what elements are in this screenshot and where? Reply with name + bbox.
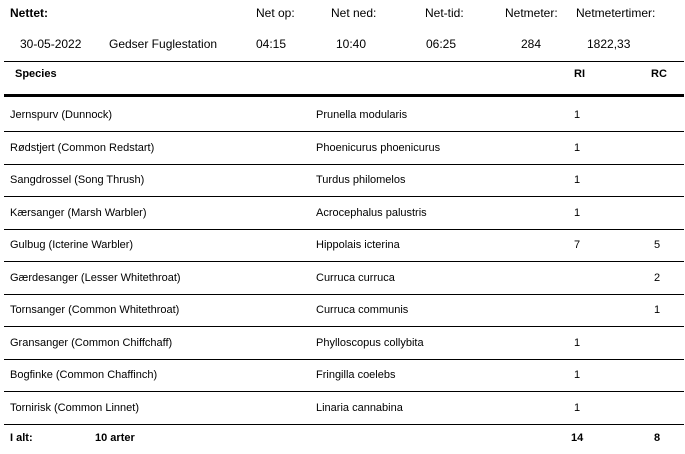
totals-label: I alt:	[10, 432, 33, 444]
rc-value: 1	[654, 304, 661, 316]
ri-value: 1	[574, 174, 581, 186]
species-name: Tornirisk (Common Linnet)	[10, 402, 139, 414]
species-name: Gulbug (Icterine Warbler)	[10, 239, 134, 251]
latin-name: Acrocephalus palustris	[316, 207, 427, 219]
totals-rc: 8	[654, 432, 661, 444]
col-species-header: Species	[15, 68, 57, 80]
table-row	[0, 197, 685, 229]
table-row	[0, 132, 685, 164]
totals-divider	[4, 424, 684, 425]
latin-name: Phoenicurus phoenicurus	[316, 142, 441, 154]
latin-name: Curruca curruca	[316, 272, 395, 284]
species-name: Kærsanger (Marsh Warbler)	[10, 207, 147, 219]
net-tid-value: 06:25	[426, 37, 457, 51]
latin-name: Phylloscopus collybita	[316, 337, 424, 349]
species-name: Bogfinke (Common Chaffinch)	[10, 369, 158, 381]
netmetertimer-value: 1822,33	[587, 37, 631, 51]
netmeter-value: 284	[521, 37, 542, 51]
station-value: Gedser Fuglestation	[109, 37, 218, 51]
rc-value: 2	[654, 272, 661, 284]
net-op-value: 04:15	[256, 37, 287, 51]
col-rc-header: RC	[651, 68, 667, 80]
table-row	[0, 262, 685, 294]
species-name: Sangdrossel (Song Thrush)	[10, 174, 145, 186]
nettet-label: Nettet:	[10, 6, 48, 20]
latin-name: Fringilla coelebs	[316, 369, 396, 381]
ri-value: 1	[574, 402, 581, 414]
latin-name: Curruca communis	[316, 304, 409, 316]
ri-value: 1	[574, 142, 581, 154]
col-ri-header: RI	[574, 68, 585, 80]
latin-name: Linaria cannabina	[316, 402, 403, 414]
ri-value: 7	[574, 239, 581, 251]
species-name: Rødstjert (Common Redstart)	[10, 142, 155, 154]
rc-value: 5	[654, 239, 661, 251]
totals-ri: 14	[571, 432, 584, 444]
species-name: Tornsanger (Common Whitethroat)	[10, 304, 180, 316]
totals-count: 10 arter	[95, 432, 135, 444]
net-ned-label: Net ned:	[331, 6, 377, 20]
ri-value: 1	[574, 337, 581, 349]
netmetertimer-label: Netmetertimer:	[576, 6, 656, 20]
table-row	[0, 164, 685, 196]
net-op-label: Net op:	[256, 6, 295, 20]
latin-name: Prunella modularis	[316, 109, 408, 121]
column-header-rule	[4, 94, 684, 97]
latin-name: Hippolais icterina	[316, 239, 400, 251]
net-tid-label: Net-tid:	[425, 6, 464, 20]
ri-value: 1	[574, 109, 581, 121]
header-divider	[4, 61, 684, 62]
netmeter-label: Netmeter:	[505, 6, 558, 20]
table-row	[0, 392, 685, 424]
table-row	[0, 327, 685, 359]
date-value: 30-05-2022	[20, 37, 82, 51]
table-row	[0, 229, 685, 261]
species-name: Gærdesanger (Lesser Whitethroat)	[10, 272, 181, 284]
species-name: Gransanger (Common Chiffchaff)	[10, 337, 173, 349]
table-row	[0, 359, 685, 391]
ri-value: 1	[574, 369, 581, 381]
net-ned-value: 10:40	[336, 37, 367, 51]
ri-value: 1	[574, 207, 581, 219]
table-row	[0, 99, 685, 131]
table-row	[0, 294, 685, 326]
species-name: Jernspurv (Dunnock)	[10, 109, 113, 121]
latin-name: Turdus philomelos	[316, 174, 406, 186]
